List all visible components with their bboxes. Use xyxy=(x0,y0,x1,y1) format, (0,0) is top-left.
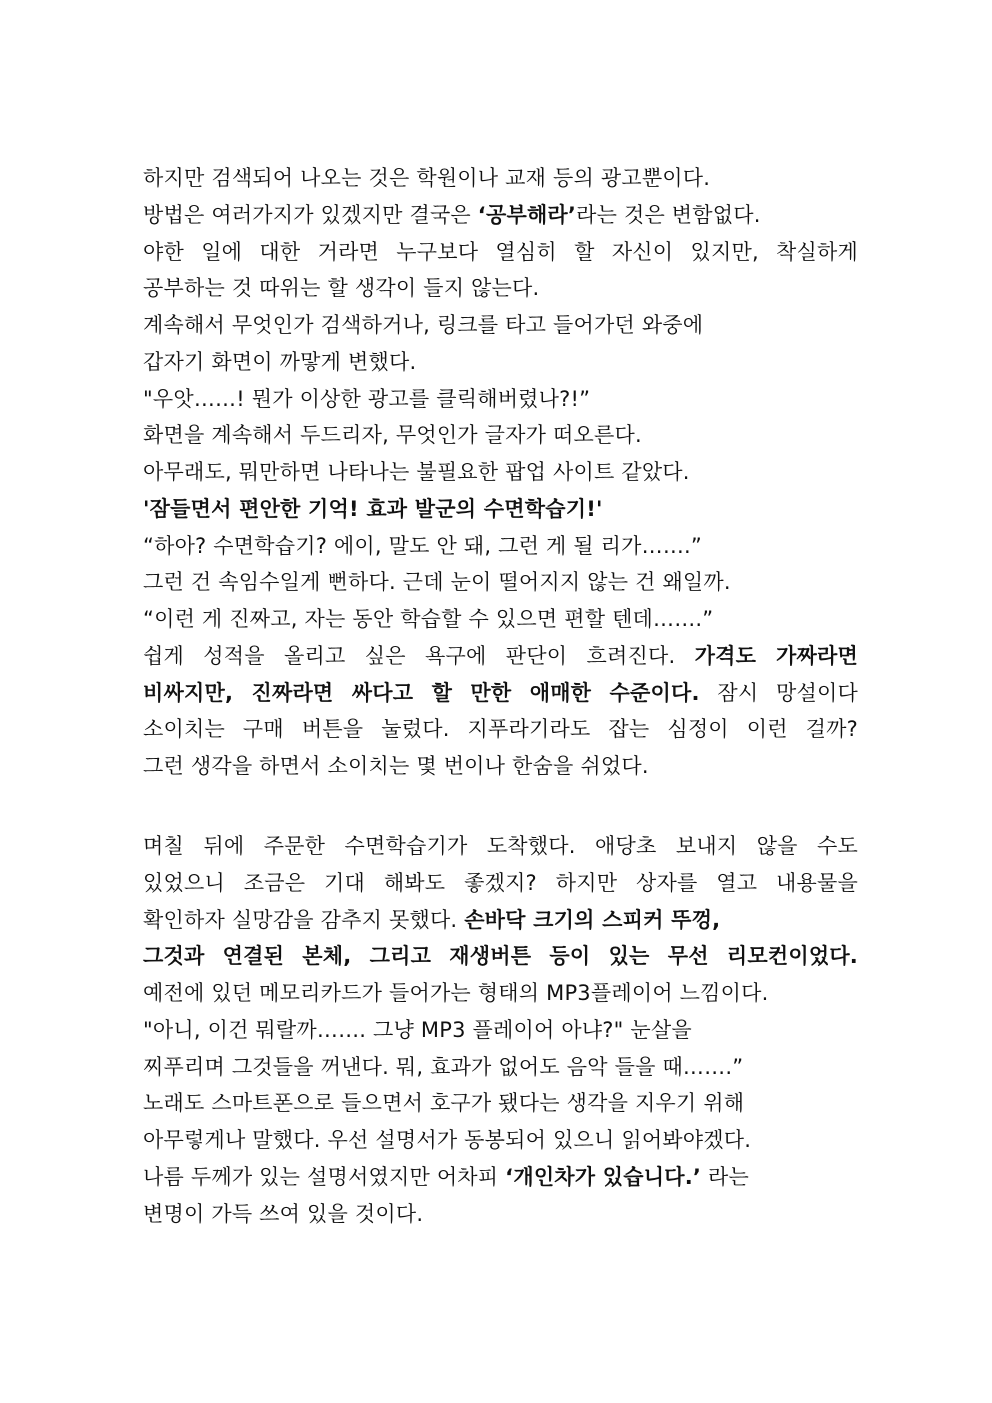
text-line xyxy=(143,638,858,675)
bold-text-segment: ‘공부해라’ xyxy=(477,202,577,227)
text-line xyxy=(143,865,858,902)
text-line xyxy=(143,1049,858,1086)
bold-text-segment: 가격도 가짜라면 xyxy=(694,643,858,668)
text-segment: 잠시 망설이다 xyxy=(699,680,858,705)
text-segment: 소이치는 구매 버튼을 눌렀다. 지푸라기라도 잡는 심정이 이런 걸까? xyxy=(143,717,858,742)
text-line xyxy=(143,381,858,418)
text-segment: 공부하는 것 따위는 할 생각이 들지 않는다. xyxy=(143,276,540,301)
text-line xyxy=(143,564,858,601)
bold-text-segment: ‘개인차가 있습니다.’ xyxy=(505,1164,702,1189)
text-segment: 갑자기 화면이 까맣게 변했다. xyxy=(143,349,417,374)
text-line xyxy=(143,197,858,234)
text-line xyxy=(143,1012,858,1049)
text-segment: 아무래도, 뭐만하면 나타나는 불필요한 팝업 사이트 같았다. xyxy=(143,460,690,484)
text-segment: 변명이 가득 쓰여 있을 것이다. xyxy=(143,1201,424,1226)
text-line xyxy=(143,270,858,307)
text-line xyxy=(143,902,858,939)
text-line xyxy=(143,828,858,865)
text-line xyxy=(143,307,858,344)
text-segment: 예전에 있던 메모리카드가 들어가는 형태의 MP3플레이어 느낌이다. xyxy=(143,981,769,1005)
paragraph-2 xyxy=(143,828,858,1232)
text-line xyxy=(143,1085,858,1122)
text-segment: "우앗……! 뭔가 이상한 광고를 클릭해버렸나?!” xyxy=(143,386,591,411)
text-segment: 며칠 뒤에 주문한 수면학습기가 도착했다. 애당초 보내지 않을 수도 xyxy=(143,834,858,858)
text-line xyxy=(143,234,858,271)
text-line xyxy=(143,491,858,528)
text-line xyxy=(143,975,858,1012)
text-line xyxy=(143,711,858,748)
text-segment: 화면을 계속해서 두드리자, 무엇인가 글자가 떠오른다. xyxy=(143,423,642,448)
text-line xyxy=(143,1159,858,1196)
text-segment: 하지만 검색되어 나오는 것은 학원이나 교재 등의 광고뿐이다. xyxy=(143,166,711,190)
paragraph-1 xyxy=(143,160,858,785)
text-segment: 방법은 여러가지가 있겠지만 결국은 xyxy=(143,202,478,227)
text-segment: 확인하자 실망감을 감추지 못했다. xyxy=(143,907,465,932)
text-segment: “하아? 수면학습기? 에이, 말도 안 돼, 그런 게 될 리가…….” xyxy=(143,533,702,558)
text-segment: 계속해서 무엇인가 검색하거나, 링크를 타고 들어가던 와중에 xyxy=(143,313,704,337)
text-segment: 그런 건 속임수일게 뻔하다. 근데 눈이 떨어지지 않는 건 왜일까. xyxy=(143,570,731,595)
text-segment: 노래도 스마트폰으로 들으면서 호구가 됐다는 생각을 지우기 위해 xyxy=(143,1091,745,1116)
text-segment: "아니, 이건 뭐랄까……. 그냥 MP3 플레이어 아냐?" 눈살을 xyxy=(143,1017,692,1042)
text-line xyxy=(143,344,858,381)
text-line xyxy=(143,454,858,491)
text-segment: 라는 것은 변함없다. xyxy=(576,202,761,227)
bold-text-segment: 손바닥 크기의 스피커 뚜껑, xyxy=(464,907,721,932)
text-segment: 쉽게 성적을 올리고 싶은 욕구에 판단이 흐려진다. xyxy=(143,643,695,668)
text-line xyxy=(143,417,858,454)
text-segment: 찌푸리며 그것들을 꺼낸다. 뭐, 효과가 없어도 음악 들을 때…….” xyxy=(143,1054,744,1079)
text-line xyxy=(143,1122,858,1159)
text-segment: 나름 두께가 있는 설명서였지만 어차피 xyxy=(143,1164,506,1189)
text-line xyxy=(143,938,858,975)
text-line xyxy=(143,675,858,712)
bold-text-segment: 비싸지만, 진짜라면 싸다고 할 만한 애매한 수준이다. xyxy=(143,680,700,705)
text-segment: 있었으니 조금은 기대 해봐도 좋겠지? 하지만 상자를 열고 내용물을 xyxy=(143,870,858,895)
text-segment: 아무렇게나 말했다. 우선 설명서가 동봉되어 있으니 읽어봐야겠다. xyxy=(143,1128,752,1152)
text-segment: 라는 xyxy=(701,1164,749,1189)
text-segment: 야한 일에 대한 거라면 누구보다 열심히 할 자신이 있지만, 착실하게 xyxy=(143,239,858,264)
text-line xyxy=(143,528,858,565)
bold-text-segment: '잠들면서 편안한 기억! 효과 발군의 수면학습기!' xyxy=(143,496,603,521)
text-segment: 그런 생각을 하면서 소이치는 몇 번이나 한숨을 쉬었다. xyxy=(143,754,649,778)
text-line xyxy=(143,601,858,638)
bold-text-segment: 그것과 연결된 본체, 그리고 재생버튼 등이 있는 무선 리모컨이었다. xyxy=(143,944,858,969)
text-segment: “이런 게 진짜고, 자는 동안 학습할 수 있으면 편할 텐데…….” xyxy=(143,607,714,631)
text-line xyxy=(143,748,858,785)
text-line xyxy=(143,1196,858,1233)
text-line xyxy=(143,160,858,197)
